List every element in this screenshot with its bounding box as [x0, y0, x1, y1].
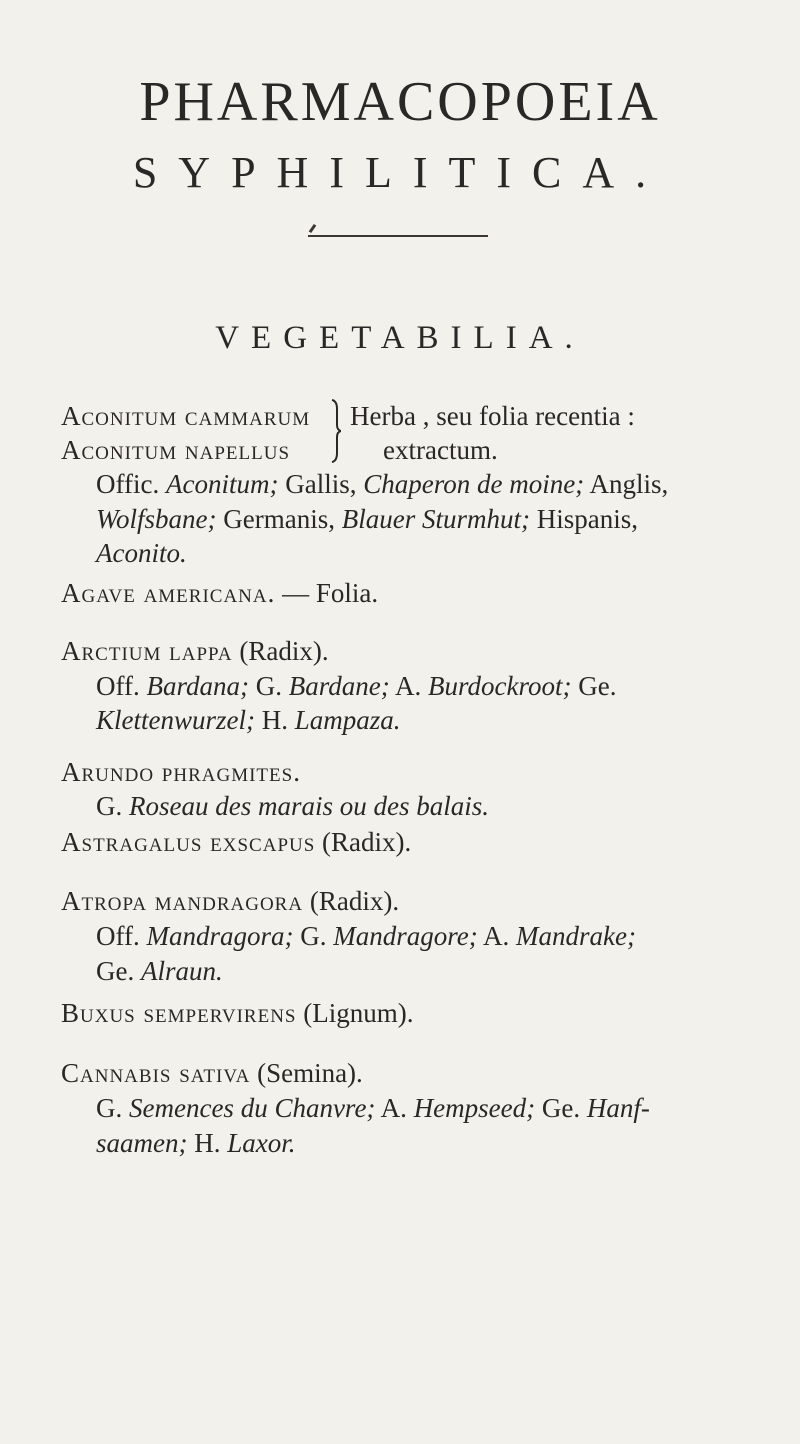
cannabis-entry: Cannabis sativa (Semina). [61, 1058, 363, 1088]
page-title: PHARMACOPOEIA [139, 71, 661, 133]
arundo-names-line1: G. Roseau des marais ou des balais. [96, 791, 489, 821]
aconitum-napellus-name: Aconitum napellus [61, 435, 291, 465]
atropa-names-line1: Off. Mandragora; G. Mandragore; A. Mandrake; [96, 921, 636, 951]
title-rule [308, 235, 488, 237]
arctium-names-line1: Off. Bardana; G. Bardane; A. Burdockroot; Ge. [96, 671, 617, 701]
buxus-entry: Buxus sempervirens (Lignum). [61, 998, 414, 1028]
cannabis-names-line1: G. Semences du Chanvre; A. Hempseed; Ge. Hanf- [96, 1093, 650, 1123]
arctium-entry: Arctium lappa (Radix). [61, 636, 329, 666]
aconitum-names-line2: Wolfsbane; Germanis, Blauer Sturmhut; Hispanis, [96, 504, 638, 534]
aconitum-names-line3: Aconito. [96, 538, 187, 568]
buxus-name: Buxus sempervirens [61, 998, 297, 1028]
cannabis-name: Cannabis sativa [61, 1058, 251, 1088]
aconitum-part-line2: extractum. [383, 435, 498, 465]
aconitum-part-line1: Herba , seu folia recentia : [350, 401, 635, 431]
astragalus-entry: Astragalus exscapus (Radix). [61, 827, 412, 857]
aconitum-names-line1: Offic. Aconitum; Gallis, Chaperon de moine; Anglis, [96, 469, 669, 499]
aconitum-cammarum-name: Aconitum cammarum [61, 401, 311, 431]
rule-ornament [309, 224, 317, 233]
cannabis-names-line2: saamen; H. Laxor. [96, 1128, 296, 1158]
arctium-name: Arctium lappa [61, 636, 233, 666]
page-subtitle: SYPHILITICA. [132, 148, 668, 197]
astragalus-name: Astragalus exscapus [61, 827, 316, 857]
brace-symbol [331, 399, 341, 463]
atropa-name: Atropa mandragora [61, 886, 304, 916]
agave-name: Agave americana. [61, 578, 276, 608]
arctium-names-line2: Klettenwurzel; H. Lampaza. [96, 705, 401, 735]
atropa-names-line2: Ge. Alraun. [96, 956, 223, 986]
agave-entry: Agave americana. — Folia. [61, 578, 379, 608]
section-title: VEGETABILIA. [215, 320, 585, 356]
arundo-name: Arundo phragmites. [61, 757, 301, 787]
atropa-entry: Atropa mandragora (Radix). [61, 886, 400, 916]
